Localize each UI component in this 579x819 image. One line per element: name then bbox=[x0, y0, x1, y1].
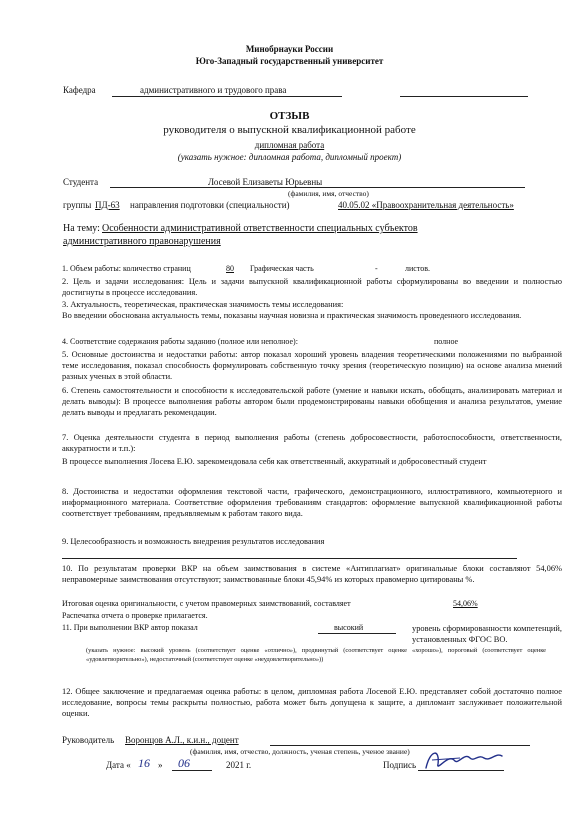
supervisor-caption: (фамилия, имя, отчество, должность, ученая степень, ученое звание) bbox=[190, 747, 410, 756]
department-extra-line bbox=[400, 96, 528, 97]
topic-line-1: Особенности административной ответственности специальных субъектов bbox=[102, 223, 418, 234]
date-label: Дата « bbox=[106, 760, 131, 770]
item-3-body: Во введении обоснована актуальность темы, показаны научная новизна и практическая значимость проведенного исследования. bbox=[62, 311, 522, 320]
item-10-total-label: Итоговая оценка оригинальности, с учетом правомерных заимствований, составляет bbox=[62, 599, 351, 608]
work-type-hint: (указать нужное: дипломная работа, дипломный проект) bbox=[177, 152, 402, 162]
item-7-title: 7. Оценка деятельности студента в период выполнения работы (степень добросовестности, работоспособности, ответственности, аккуратности и т.п.): bbox=[62, 433, 562, 453]
group-value: ПД-63 bbox=[95, 200, 120, 210]
direction-label: направления подготовки (специальности) bbox=[130, 200, 290, 210]
item-11-level: высокий bbox=[334, 623, 364, 632]
item-8: 8. Достоинства и недостатки оформления текстовой части, графического, демонстрационного, иллюстративного, компьютерного и информационного материала. Соответствие оформления требованиям стандартов: оформление выпускной квалификационной работы соответствует требованиям, предъявляемым к работам такого вида. bbox=[62, 487, 562, 518]
item-1-graph-label: Графическая часть bbox=[250, 264, 314, 273]
item-10-printout: Распечатка отчета о проверке прилагается. bbox=[62, 611, 208, 620]
item-2: 2. Цель и задачи исследования: Цель и задачи выпускной квалификационной работы сформулированы во введении и полностью достигнуты в процессе исследования. bbox=[62, 277, 562, 297]
date-day: 16 bbox=[138, 756, 150, 770]
item-12: 12. Общее заключение и предлагаемая оценка работы: в целом, дипломная работа Лосевой Е.Ю. представляет собой достаточно полное исследование, вопросы темы раскрыты полностью, работа может быть допущена к защите, а дипломант заслуживает положительной оценки. bbox=[62, 687, 562, 718]
item-1-pages: 80 bbox=[226, 264, 234, 273]
student-label: Студента bbox=[63, 177, 99, 187]
date-month: 06 bbox=[178, 756, 190, 770]
topic-line-2: административного правонарушения bbox=[63, 236, 221, 247]
item-3-title: 3. Актуальность, теоретическая, практическая значимость темы исследования: bbox=[62, 300, 344, 309]
document-subtitle: руководителя о выпускной квалификационной работе bbox=[163, 124, 416, 136]
item-1-sheets-label: листов. bbox=[405, 264, 430, 273]
item-11-competence: уровень сформированности компетенций, установленных ФГОС ВО. bbox=[412, 624, 562, 644]
item-11-label: 11. При выполнении ВКР автор показал bbox=[62, 623, 198, 632]
document-title: ОТЗЫВ bbox=[269, 110, 310, 122]
supervisor-label: Руководитель bbox=[62, 735, 115, 745]
signature-label: Подпись bbox=[383, 760, 417, 770]
item-9-line bbox=[62, 558, 517, 559]
ministry-name: Минобрнауки России bbox=[245, 44, 334, 54]
item-9: 9. Целесообразность и возможность внедрения результатов исследования bbox=[62, 537, 325, 546]
group-label: группы bbox=[63, 200, 92, 210]
department-line bbox=[112, 96, 342, 97]
item-11-level-line bbox=[318, 633, 396, 634]
item-10-total-value: 54,06% bbox=[453, 599, 478, 608]
item-10: 10. По результатам проверки ВКР на объем заимствования в системе «Антиплагиат» оригинальные блоки составляют 54,06% неправомерные заимствования отсутствуют; заимствованные блоки 45,94% из которых правомерно цитированы %. bbox=[62, 564, 562, 584]
university-name: Юго-Западный государственный университет bbox=[195, 56, 384, 66]
item-6: 6. Степень самостоятельности и способности к исследовательской работе (умение и навыки искать, обобщать, анализировать материал и делать выводы): В процессе выполнения работы автором были продемонстрированы навыки обобщения и анализа результатов, умение делать выводы и предлагать рекомендации. bbox=[62, 386, 562, 417]
department-value: административного и трудового права bbox=[140, 85, 287, 95]
item-1-graph-value: - bbox=[375, 264, 378, 273]
student-name: Лосевой Елизаветы Юрьевны bbox=[208, 177, 323, 187]
student-name-caption: (фамилия, имя, отчество) bbox=[288, 189, 369, 198]
work-type: дипломная работа bbox=[254, 140, 325, 150]
item-11-note: (указать нужное: высокий уровень (соответствует оценке «отлично»), продвинутый (соответствует оценке «хорошо»), пороговый (соответствует оценке «удовлетворительно»), недостаточный (соответствует оценке «неудовлетворительно»)) bbox=[86, 647, 546, 663]
department-label: Кафедра bbox=[63, 85, 96, 95]
item-1-label: 1. Объем работы: количество страниц bbox=[62, 264, 191, 273]
student-name-line bbox=[110, 187, 525, 188]
handwritten-signature bbox=[420, 744, 510, 774]
item-4-label: 4. Соответствие содержания работы заданию (полное или неполное): bbox=[62, 337, 298, 346]
item-5: 5. Основные достоинства и недостатки работы: автор показал хороший уровень владения теоретическими положениями по выбранной теме исследования, показал способность формулировать собственную точку зрения (теоретическую позицию) на основе анализа мнений разных ученых в этой области. bbox=[62, 350, 562, 381]
date-separator: » bbox=[158, 760, 163, 770]
direction-value: 40.05.02 «Правоохранительная деятельность» bbox=[338, 200, 514, 210]
item-7-body: В процессе выполнения Лосева Е.Ю. зарекомендовала себя как ответственный, аккуратный и добросовестный студент bbox=[62, 457, 487, 466]
topic-label: На тему: bbox=[63, 223, 100, 234]
date-year: 2021 г. bbox=[226, 760, 252, 770]
supervisor-name: Воронцов А.Л., к.и.н., доцент bbox=[125, 735, 239, 745]
item-4-value: полное bbox=[434, 337, 459, 346]
